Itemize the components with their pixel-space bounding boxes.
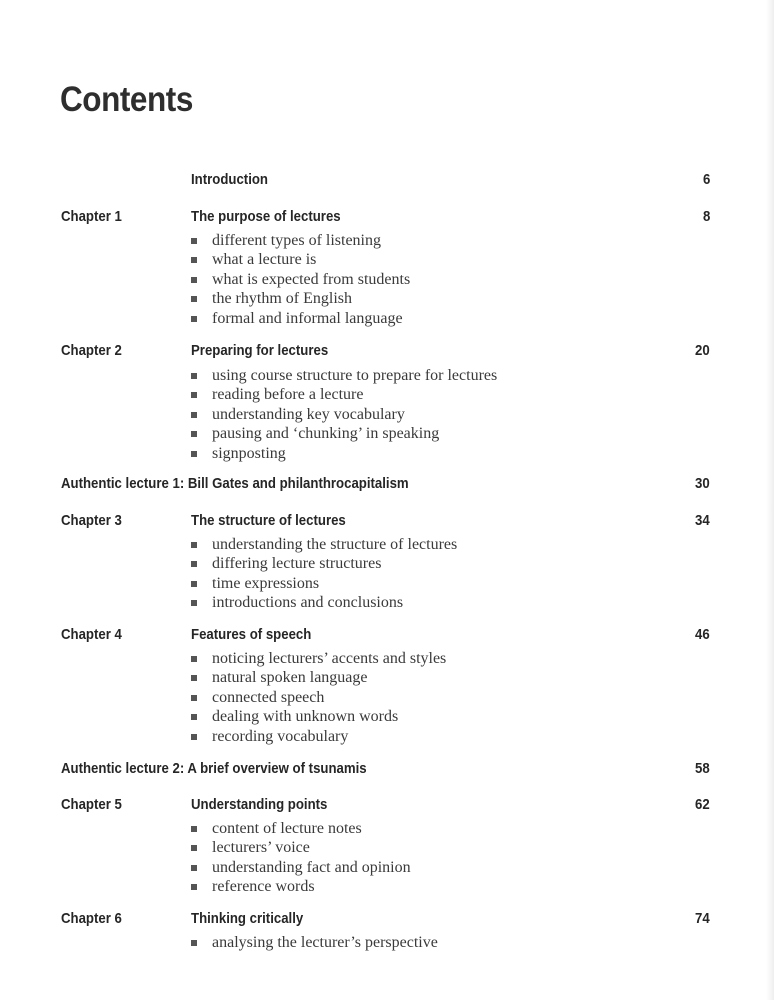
topic-list xyxy=(191,819,411,897)
square-bullet-icon xyxy=(191,581,197,587)
square-bullet-icon xyxy=(191,238,197,244)
list-item: analysing the lecturer’s perspective xyxy=(191,933,438,952)
page-title: Contents xyxy=(60,80,193,119)
square-bullet-icon xyxy=(191,865,197,871)
square-bullet-icon xyxy=(191,845,197,851)
chapter-label: Chapter 4 xyxy=(61,626,122,643)
square-bullet-icon xyxy=(191,734,197,740)
square-bullet-icon xyxy=(191,412,197,418)
entry-page: 34 xyxy=(695,512,710,529)
topic-list xyxy=(191,366,497,463)
entry-page: 8 xyxy=(702,208,710,225)
entry-heading: Preparing for lectures xyxy=(191,342,329,359)
topic-list xyxy=(191,535,457,613)
list-item: understanding key vocabulary xyxy=(191,405,497,424)
entry-page: 58 xyxy=(695,760,710,777)
square-bullet-icon xyxy=(191,431,197,437)
list-item: signposting xyxy=(191,444,497,463)
topic-list xyxy=(191,933,438,952)
chapter-label: Chapter 6 xyxy=(61,910,122,927)
square-bullet-icon xyxy=(191,695,197,701)
list-item: understanding the structure of lectures xyxy=(191,535,457,554)
square-bullet-icon xyxy=(191,542,197,548)
list-item: what a lecture is xyxy=(191,250,410,269)
list-item: differing lecture structures xyxy=(191,554,457,573)
entry-page: 74 xyxy=(695,910,710,927)
square-bullet-icon xyxy=(191,600,197,606)
square-bullet-icon xyxy=(191,257,197,263)
list-item: reference words xyxy=(191,877,411,896)
list-item: lecturers’ voice xyxy=(191,838,411,857)
chapter-label: Chapter 1 xyxy=(61,208,122,225)
chapter-label: Chapter 2 xyxy=(61,342,122,359)
entry-heading: Authentic lecture 2: A brief overview of tsunamis xyxy=(61,760,367,777)
entry-heading: Thinking critically xyxy=(191,910,304,927)
square-bullet-icon xyxy=(191,373,197,379)
list-item: recording vocabulary xyxy=(191,727,446,746)
square-bullet-icon xyxy=(191,675,197,681)
chapter-label: Chapter 5 xyxy=(61,796,122,813)
entry-page: 46 xyxy=(695,626,710,643)
entry-heading: The structure of lectures xyxy=(191,512,346,529)
entry-heading: Introduction xyxy=(191,171,268,188)
entry-heading: Authentic lecture 1: Bill Gates and philanthrocapitalism xyxy=(61,475,409,492)
list-item: pausing and ‘chunking’ in speaking xyxy=(191,424,497,443)
page-edge xyxy=(766,0,774,1000)
list-item: connected speech xyxy=(191,688,446,707)
list-item: what is expected from students xyxy=(191,270,410,289)
entry-page: 62 xyxy=(695,796,710,813)
square-bullet-icon xyxy=(191,316,197,322)
topic-list xyxy=(191,649,446,746)
entry-heading: Understanding points xyxy=(191,796,328,813)
list-item: natural spoken language xyxy=(191,668,446,687)
square-bullet-icon xyxy=(191,561,197,567)
entry-heading: Features of speech xyxy=(191,626,312,643)
square-bullet-icon xyxy=(191,392,197,398)
entry-page: 20 xyxy=(695,342,710,359)
square-bullet-icon xyxy=(191,451,197,457)
list-item: formal and informal language xyxy=(191,309,410,328)
list-item: introductions and conclusions xyxy=(191,593,457,612)
list-item: using course structure to prepare for lectures xyxy=(191,366,497,385)
chapter-label: Chapter 3 xyxy=(61,512,122,529)
list-item: understanding fact and opinion xyxy=(191,858,411,877)
square-bullet-icon xyxy=(191,714,197,720)
list-item: the rhythm of English xyxy=(191,289,410,308)
list-item: time expressions xyxy=(191,574,457,593)
entry-heading: The purpose of lectures xyxy=(191,208,341,225)
list-item: different types of listening xyxy=(191,231,410,250)
square-bullet-icon xyxy=(191,277,197,283)
topic-list xyxy=(191,231,410,328)
list-item: content of lecture notes xyxy=(191,819,411,838)
square-bullet-icon xyxy=(191,656,197,662)
square-bullet-icon xyxy=(191,296,197,302)
square-bullet-icon xyxy=(191,826,197,832)
entry-page: 30 xyxy=(695,475,710,492)
list-item: noticing lecturers’ accents and styles xyxy=(191,649,446,668)
list-item: reading before a lecture xyxy=(191,385,497,404)
list-item: dealing with unknown words xyxy=(191,707,446,726)
square-bullet-icon xyxy=(191,884,197,890)
square-bullet-icon xyxy=(191,940,197,946)
entry-page: 6 xyxy=(702,171,710,188)
